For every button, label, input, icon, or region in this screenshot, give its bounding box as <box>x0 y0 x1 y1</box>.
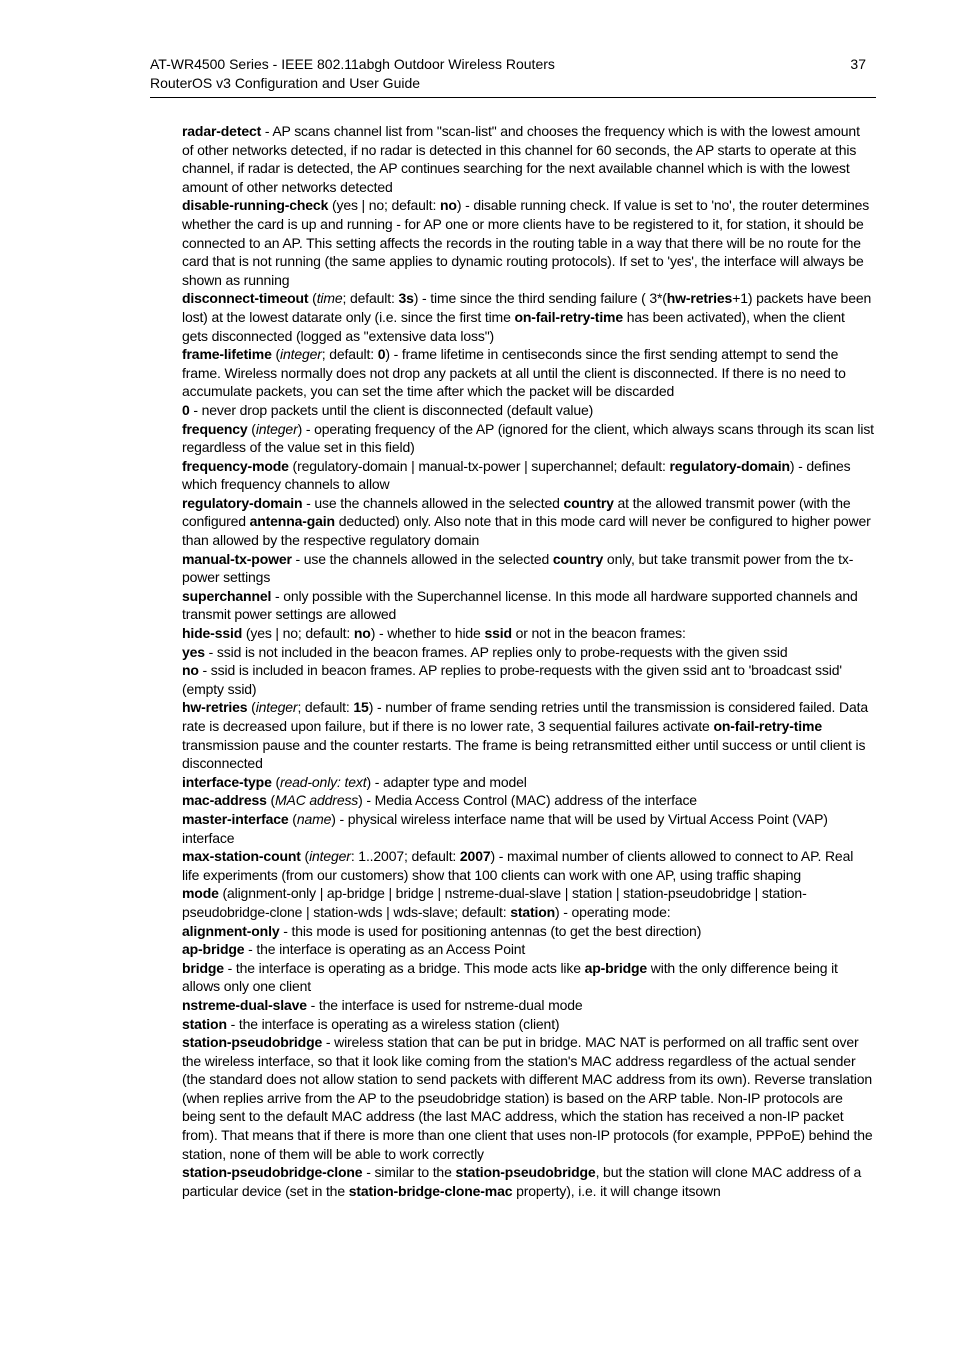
property-entry <box>182 643 874 662</box>
property-term: 0 <box>377 346 386 363</box>
property-entry <box>182 1163 874 1200</box>
property-type: integer <box>279 346 322 363</box>
property-text: (yes | no; default: <box>242 625 354 642</box>
property-term: hide-ssid <box>182 625 243 642</box>
property-term: frame-lifetime <box>182 346 272 363</box>
property-text: ) - maximal number of clients allowed to connect to AP. Real life experiments (from our customers) show that 100 clients can work with one AP, using traffic shaping <box>182 848 854 883</box>
property-text: ( <box>271 346 280 363</box>
property-text: (regulatory-domain | manual-tx-power | superchannel; default: <box>288 457 670 474</box>
property-text: ( <box>266 792 275 809</box>
property-type: MAC address <box>275 792 359 809</box>
property-text: ) - number of frame sending retries until the transmission is considered failed. Data rate is decreased upon failure, but if there is no lower rate, 3 sequential failures activate <box>182 699 868 734</box>
property-entry <box>182 401 874 420</box>
property-entry <box>182 420 874 457</box>
property-text: ) - operating mode: <box>555 903 671 920</box>
property-entry <box>182 196 874 289</box>
property-entry <box>182 1033 874 1163</box>
property-entry <box>182 122 874 196</box>
property-text: - similar to the <box>362 1164 456 1181</box>
property-entry <box>182 698 874 772</box>
property-entry <box>182 289 874 345</box>
property-entry <box>182 587 874 624</box>
property-term: no <box>440 197 457 214</box>
property-term: antenna-gain <box>249 513 335 530</box>
property-text: - the interface is operating as a wireless station (client) <box>226 1015 560 1032</box>
property-text: - the interface is used for nstreme-dual mode <box>306 996 583 1013</box>
property-term: on-fail-retry-time <box>713 718 822 734</box>
page-header <box>150 55 876 98</box>
property-text: ( <box>247 699 256 716</box>
property-term: interface-type <box>182 773 272 790</box>
property-text: ; default: <box>342 290 399 307</box>
property-text: ( <box>271 773 280 790</box>
property-text: ) - Media Access Control (MAC) address of the interface <box>358 792 697 809</box>
property-text: - only possible with the Superchannel license. In this mode all hardware supported channels and transmit power settings are allowed <box>182 587 858 623</box>
property-term: yes <box>182 643 205 660</box>
page-number: 37 <box>850 56 866 72</box>
property-term: hw-retries <box>182 699 248 716</box>
property-entry <box>182 884 874 921</box>
property-term: 3s <box>398 290 414 307</box>
property-term: superchannel <box>182 587 272 604</box>
property-text: ) - defines which frequency channels to allow <box>182 457 851 493</box>
property-term: 0 <box>182 401 190 418</box>
property-term: alignment-only <box>182 922 280 939</box>
property-text: deducted) only. Also note that in this mode card will never be configured to higher power than allowed by the respective regulatory domain <box>182 513 871 549</box>
property-term: radar-detect <box>182 123 262 139</box>
property-term: regulatory-domain <box>182 494 303 511</box>
property-text: - use the channels allowed in the selected <box>302 494 564 511</box>
property-text: ) - physical wireless interface name that will be used by Virtual Access Point (VAP) interface <box>182 810 828 846</box>
property-term: frequency-mode <box>182 457 289 474</box>
property-term: on-fail-retry-time <box>514 308 623 325</box>
property-text: +1) packets have been lost) at the lowest datarate only (i.e. since the first time <box>182 290 872 325</box>
property-text: - ssid is included in beacon frames. AP replies to probe-requests with the given ssid ant to 'broadcast ssid' (empty ssid) <box>182 662 842 697</box>
property-term: frequency <box>182 420 248 437</box>
property-text: (yes | no; default: <box>328 197 440 214</box>
property-text: - the interface is operating as a bridge. This mode acts like <box>223 959 585 976</box>
property-entry <box>182 661 874 698</box>
property-text: ( <box>308 290 317 307</box>
property-entry <box>182 550 874 587</box>
property-type: integer <box>309 848 351 865</box>
property-term: station-pseudobridge <box>455 1164 596 1181</box>
property-text: only, but take transmit power from the tx-power settings <box>182 550 854 586</box>
property-text: - ssid is not included in the beacon frames. AP replies only to probe-requests with the given ssid <box>204 643 788 660</box>
property-text: - use the channels allowed in the selected <box>291 550 553 567</box>
property-term: station-pseudobridge <box>182 1034 323 1051</box>
property-entry <box>182 847 874 884</box>
property-text: ( <box>288 810 297 827</box>
property-term: station <box>510 903 556 920</box>
property-text: ( <box>300 848 310 865</box>
property-term: disconnect-timeout <box>182 290 309 307</box>
property-text: - AP scans channel list from "scan-list" and chooses the frequency which is with the lowest amount of other networks detected, if no radar is detected in this channel for 60 seconds, the AP starts to operate at this channel, if radar is detected, the AP continues searching for the next available channel which is with the lowest amount of other networks detected <box>182 123 860 195</box>
property-entry <box>182 624 874 643</box>
property-text: transmission pause and the counter restarts. The frame is being retransmitted either until success or until client is disconnected <box>182 736 866 772</box>
property-text: ) - time since the third sending failure ( 3*( <box>413 290 667 307</box>
property-term: regulatory-domain <box>669 457 790 474</box>
property-text: at the allowed transmit power (with the configured <box>182 494 851 530</box>
property-type: name <box>296 810 332 827</box>
property-term: no <box>353 625 371 642</box>
property-entry <box>182 457 874 494</box>
property-entry <box>182 922 874 941</box>
property-text: : 1..2007; default: <box>350 848 460 865</box>
property-text: - this mode is used for positioning antennas (to get the best direction) <box>279 922 702 939</box>
property-text: ) - frame lifetime in centiseconds since the first sending attempt to send the frame. Wireless normally does not drop any packets at all until the client is disconnected. If there is no need to accumulate packets, you can set the time after which the packet will be discarded <box>182 346 846 400</box>
property-text: ( <box>247 420 256 437</box>
property-term: mode <box>182 885 219 902</box>
property-term: bridge <box>182 959 224 976</box>
property-entry <box>182 773 874 792</box>
property-text: or not in the beacon frames: <box>511 625 686 642</box>
property-entry <box>182 345 874 401</box>
property-text: (alignment-only | ap-bridge | bridge | nstreme-dual-slave | station | station-pseudobridge | station-pseudobridge-clone | station-wds | wds-slave; default: <box>182 885 807 920</box>
property-text: - the interface is operating as an Access Point <box>244 941 526 958</box>
property-term: nstreme-dual-slave <box>182 996 307 1013</box>
property-term: 2007 <box>459 848 491 865</box>
property-term: hw-retries <box>666 290 733 307</box>
property-text: , but the station will clone MAC address of a particular device (set in the <box>182 1164 862 1199</box>
property-term: station <box>182 1015 227 1032</box>
property-term: ssid <box>484 625 512 642</box>
property-text: ; default: <box>297 699 354 716</box>
property-text: with the only difference being it allows only one client <box>182 959 838 995</box>
property-term: max-station-count <box>182 848 301 865</box>
document-subtitle: RouterOS v3 Configuration and User Guide <box>150 75 421 91</box>
property-text: ) - adapter type and model <box>366 773 527 790</box>
property-text: - wireless station that can be put in bridge. MAC NAT is performed on all traffic sent over the wireless interface, so that it look like coming from the station's MAC address regardless of the actual sender (the standard does not allow station to send packets with different MAC address from its own). Reverse translation (when replies arrive from the AP to the pseudobridge station) is based on the ARP table. Non-IP protocols are being sent to the default MAC address (the last MAC address, which the station has received a non-IP packet from). That means that if there is more than one client that uses non-IP protocols (for example, PPPoE) behind the station, none of them will be able to work correctly <box>182 1034 873 1162</box>
property-term: station-pseudobridge-clone <box>182 1164 363 1181</box>
property-entry <box>182 940 874 959</box>
property-type: time <box>316 290 343 307</box>
property-term: 15 <box>353 699 369 716</box>
property-term: no <box>182 662 199 679</box>
property-text: ) - whether to hide <box>370 625 485 642</box>
property-term: station-bridge-clone-mac <box>348 1182 513 1199</box>
property-term: manual-tx-power <box>182 550 292 567</box>
document-title: AT-WR4500 Series - IEEE 802.11abgh Outdoor Wireless Routers <box>150 56 555 72</box>
property-text: ) - operating frequency of the AP (ignored for the client, which always scans through its scan list regardless of the value set in this field) <box>182 420 874 456</box>
property-type: read-only: text <box>279 773 367 790</box>
property-term: ap-bridge <box>182 941 245 958</box>
property-text: ) - disable running check. If value is set to 'no', the router determines whether the card is up and running - for AP one or more clients have to be registered to it, for station, it should be connected to an AP. This setting affects the records in the routing table in a way that there will be no route for the card that is not running (the same applies to dynamic routing protocols). If set to 'yes', the interface will always be shown as running <box>182 197 870 288</box>
property-entry <box>182 959 874 996</box>
property-entry <box>182 1015 874 1034</box>
property-list <box>182 122 874 1200</box>
property-term: master-interface <box>182 810 289 827</box>
property-text: property), i.e. it will change itsown <box>512 1182 721 1199</box>
property-type: integer <box>255 699 298 716</box>
property-entry <box>182 810 874 847</box>
property-type: integer <box>255 420 298 437</box>
property-term: country <box>552 550 604 567</box>
property-text: ; default: <box>321 346 378 363</box>
property-term: disable-running-check <box>182 197 329 214</box>
property-entry <box>182 494 874 550</box>
property-term: country <box>563 494 614 511</box>
property-term: mac-address <box>182 792 267 809</box>
property-text: - never drop packets until the client is disconnected (default value) <box>189 401 594 418</box>
property-entry <box>182 791 874 810</box>
property-text: has been activated), when the client gets disconnected (logged as "extensive data loss") <box>182 308 845 344</box>
property-term: ap-bridge <box>584 959 648 976</box>
property-entry <box>182 996 874 1015</box>
